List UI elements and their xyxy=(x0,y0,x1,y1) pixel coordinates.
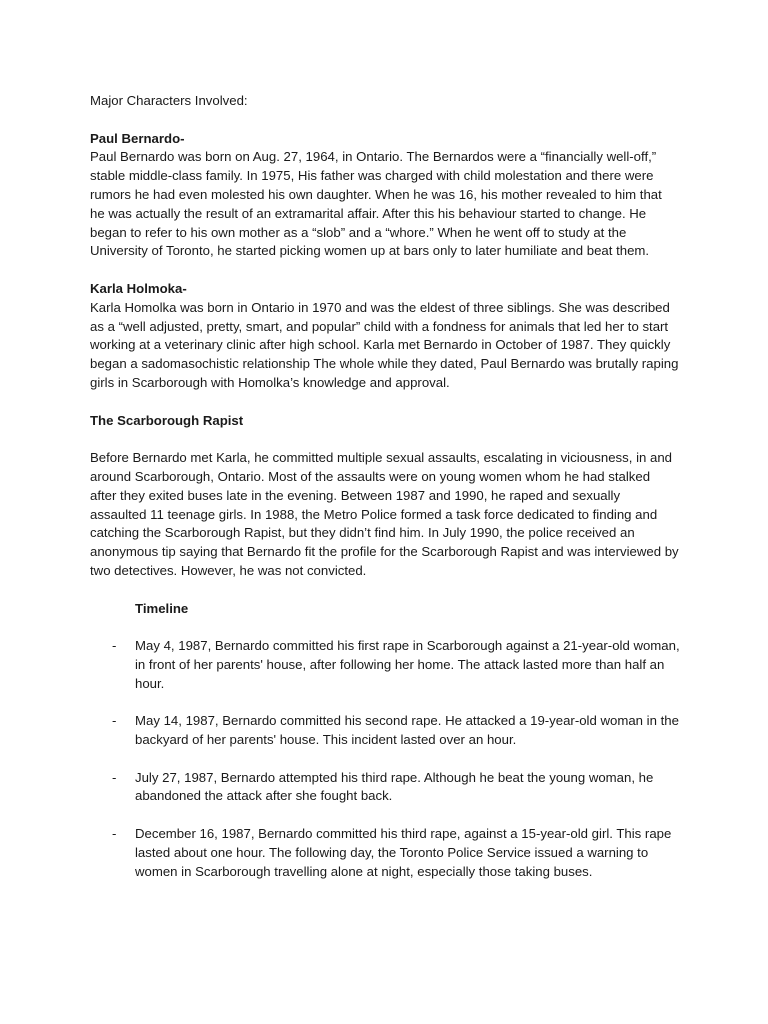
timeline-item-text: July 27, 1987, Bernardo attempted his third rape. Although he beat the young woman, he abandoned the attack after she fought back. xyxy=(135,769,654,804)
list-dash-marker: - xyxy=(112,769,117,785)
list-dash-marker: - xyxy=(112,713,117,729)
intro-line: Major Characters Involved: xyxy=(90,93,248,108)
timeline-item xyxy=(90,825,680,881)
section-body-paul-bernardo: Paul Bernardo was born on Aug. 27, 1964, in Ontario. The Bernardos were a “financially well-off,” stable middle-class family. In 1975, His father was charged with child molestation and there were rumors he had even molested his own daughter. When he was 16, his mother revealed to him that he was actually the result of an extramarital affair. After this his behaviour started to change. He began to refer to his own mother as a “slob” and a “whore.” When he went off to study at the University of Toronto, he started picking women up at bars only to later humiliate and beat them. xyxy=(90,149,662,259)
timeline-item xyxy=(90,712,680,750)
section-heading-karla-homolka: Karla Holmoka- xyxy=(90,280,187,296)
timeline-item-text: May 4, 1987, Bernardo committed his first rape in Scarborough against a 21-year-old woman, in front of her parents' house, after following her home. The attack lasted more than half an hour. xyxy=(135,638,680,691)
timeline-item-text: May 14, 1987, Bernardo committed his second rape. He attacked a 19-year-old woman in the backyard of her parents' house. This incident lasted over an hour. xyxy=(135,713,679,748)
timeline-list xyxy=(90,637,680,881)
timeline-item-text: December 16, 1987, Bernardo committed his third rape, against a 15-year-old girl. This rape lasted about one hour. The following day, the Toronto Police Service issued a warning to women in Scarborough travelling alone at night, especially those taking buses. xyxy=(135,826,672,879)
section-heading-paul-bernardo: Paul Bernardo- xyxy=(90,130,185,146)
timeline-heading: Timeline xyxy=(135,600,189,616)
section-body-scarborough-rapist: Before Bernardo met Karla, he committed multiple sexual assaults, escalating in viciousness, in and around Scarborough, Ontario. Most of the assaults were on young women whom he had stalked after they exited buses late in the evening. Between 1987 and 1990, he raped and sexually assaulted 11 teenage girls. In 1988, the Metro Police formed a task force dedicated to finding and catching the Scarborough Rapist, but they didn’t find him. In July 1990, the police received an anonymous tip saying that Bernardo fit the profile for the Scarborough Rapist and was interviewed by two detectives. However, he was not convicted. xyxy=(90,450,679,578)
list-dash-marker: - xyxy=(112,638,117,654)
timeline-item xyxy=(90,637,680,693)
list-dash-marker: - xyxy=(112,826,117,842)
document-page xyxy=(90,92,680,900)
section-body-karla-homolka: Karla Homolka was born in Ontario in 1970 and was the eldest of three siblings. She was described as a “well adjusted, pretty, smart, and popular” child with a fondness for animals that led her to start working at a veterinary clinic after high school. Karla met Bernardo in October of 1987. They quickly began a sadomasochistic relationship The whole while they dated, Paul Bernardo was brutally raping girls in Scarborough with Homolka’s knowledge and approval. xyxy=(90,299,679,390)
section-heading-scarborough-rapist: The Scarborough Rapist xyxy=(90,412,244,428)
timeline-item xyxy=(90,769,680,807)
